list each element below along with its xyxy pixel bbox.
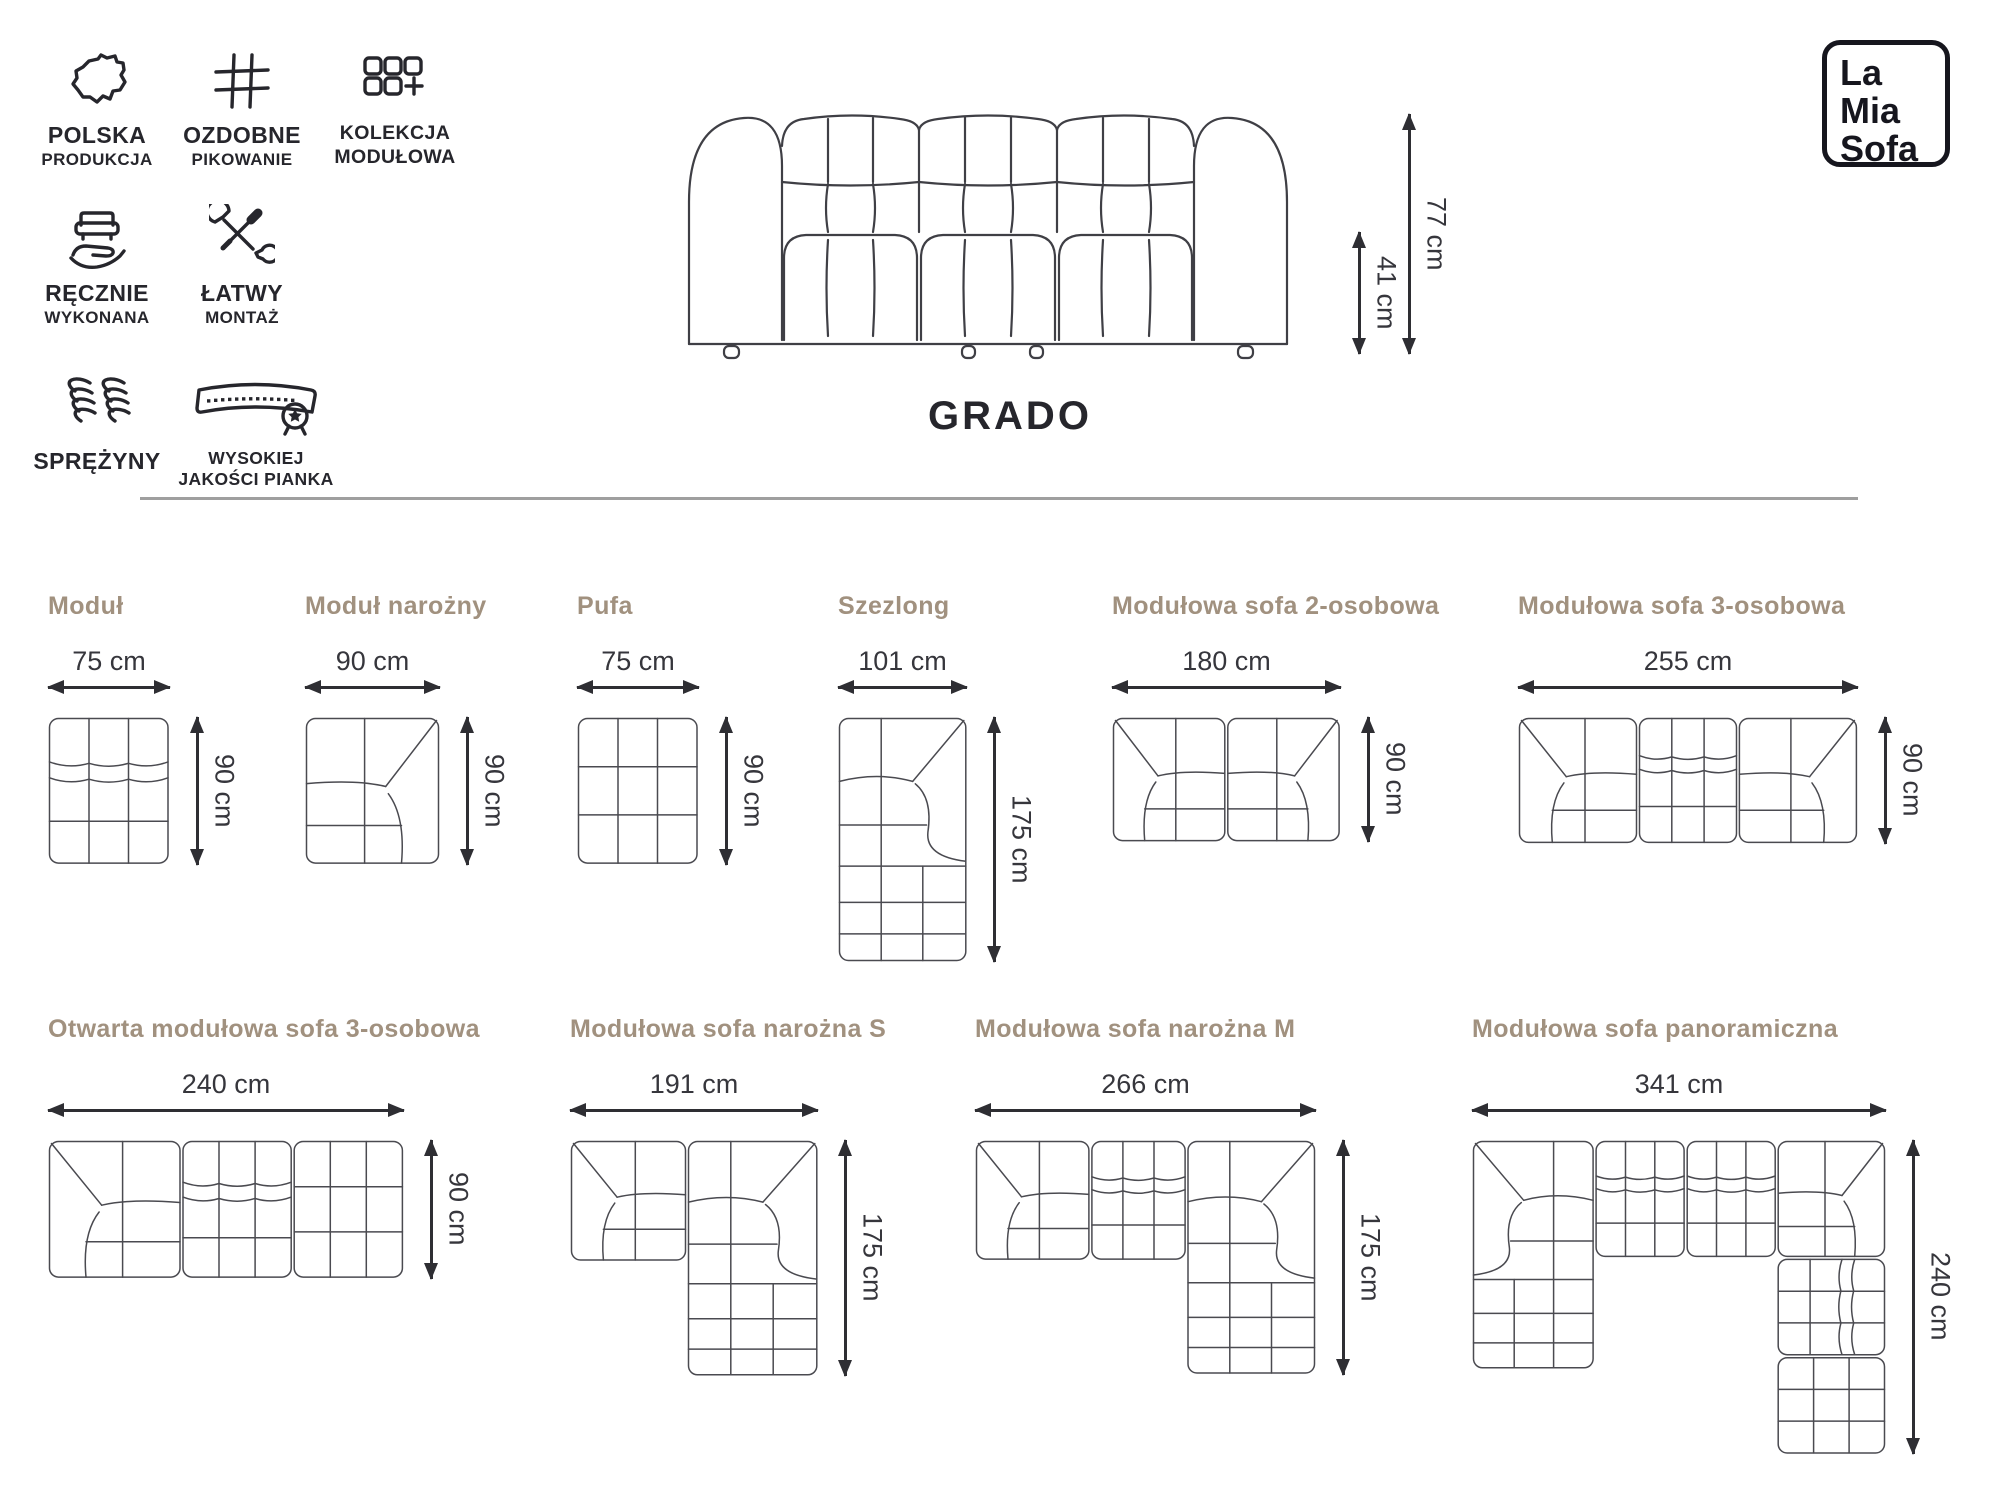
- feature-line2: MODUŁOWA: [334, 146, 456, 168]
- vertical-arrow: [844, 1140, 847, 1376]
- horizontal-arrow: [838, 686, 967, 689]
- width-label: 90 cm: [335, 646, 410, 676]
- la-mia-sofa-logo: [1822, 40, 1950, 167]
- seat-height-label: 41 cm: [1371, 256, 1402, 330]
- vertical-arrow: [1342, 1140, 1345, 1375]
- modular-collection-icon: [320, 40, 470, 122]
- height-label: 90 cm: [1380, 742, 1411, 816]
- feature-ozdobne-pikowanie: [172, 40, 312, 170]
- width-dimension: [577, 646, 699, 689]
- height-dimension: [725, 717, 769, 865]
- horizontal-arrow: [48, 686, 170, 689]
- width-label: 266 cm: [1101, 1069, 1190, 1099]
- figure-title: Szezlong: [838, 592, 950, 620]
- vertical-arrow: [1912, 1140, 1915, 1454]
- height-dimension: [993, 717, 1037, 962]
- height-dimension: [1367, 717, 1411, 842]
- vertical-arrow: [1367, 717, 1370, 842]
- vertical-arrow: [1408, 114, 1411, 354]
- figure-otwarta-sofa-3-osobowa: [48, 1015, 480, 1279]
- height-label: 90 cm: [443, 1172, 474, 1246]
- figure-title: Otwarta modułowa sofa 3-osobowa: [48, 1015, 480, 1043]
- height-dimension: [196, 717, 240, 865]
- easy-assembly-icon: [172, 198, 312, 280]
- feature-line2: MONTAŻ: [205, 308, 279, 328]
- width-dimension: [838, 646, 967, 689]
- height-dimension: [466, 717, 510, 865]
- width-label: 255 cm: [1643, 646, 1733, 676]
- plan-szezlong: [838, 717, 967, 962]
- figure-sofa-panoramiczna: [1472, 1015, 1956, 1454]
- figure-title: Modułowa sofa 2-osobowa: [1112, 592, 1440, 620]
- width-dimension: [1112, 646, 1341, 689]
- horizontal-arrow: [577, 686, 699, 689]
- feature-recznie-wykonana: [28, 198, 166, 328]
- width-label: 75 cm: [72, 646, 146, 676]
- height-dimension: [1884, 717, 1928, 844]
- figure-modul: [48, 592, 240, 865]
- feature-line1: OZDOBNE: [183, 122, 301, 148]
- width-label: 75 cm: [601, 646, 675, 676]
- height-label: 90 cm: [1897, 743, 1928, 817]
- feature-sprezyny: [28, 366, 166, 475]
- horizontal-arrow: [570, 1109, 818, 1112]
- height-label: 175 cm: [1006, 794, 1037, 884]
- width-dimension: [570, 1069, 818, 1112]
- figure-sofa-3-osobowa: [1518, 592, 1928, 844]
- height-dimension: [1912, 1140, 1956, 1454]
- height-label: 240 cm: [1925, 1252, 1956, 1341]
- height-label: 90 cm: [479, 753, 510, 828]
- width-dimension: [1518, 646, 1858, 689]
- vertical-arrow: [430, 1140, 433, 1279]
- figure-title: Modułowa sofa narożna S: [570, 1015, 887, 1043]
- figure-modul-narozny: [305, 592, 510, 865]
- feature-kolekcja-modulowa: [320, 40, 470, 169]
- height-dimension: [1342, 1140, 1386, 1375]
- horizontal-arrow: [48, 1109, 404, 1112]
- width-dimension: [1472, 1069, 1886, 1112]
- total-height-label: 77 cm: [1421, 197, 1452, 271]
- feature-latwy-montaz: [172, 198, 312, 328]
- sofa-front-illustration: [632, 82, 1344, 372]
- figure-title: Moduł narożny: [305, 592, 487, 620]
- total-height-dimension: [1408, 114, 1452, 354]
- plan-sofa-narozna-m: [975, 1140, 1316, 1375]
- height-label: 175 cm: [857, 1213, 888, 1302]
- vertical-arrow: [1884, 717, 1887, 844]
- width-label: 191 cm: [649, 1069, 739, 1099]
- feature-line1: RĘCZNIE: [45, 280, 149, 306]
- quality-foam-icon: [158, 366, 354, 448]
- plan-pufa: [577, 717, 699, 865]
- feature-line1: ŁATWY: [200, 280, 284, 306]
- figure-sofa-2-osobowa: [1112, 592, 1439, 842]
- height-label: 90 cm: [738, 753, 769, 828]
- horizontal-arrow: [305, 686, 440, 689]
- figure-title: Pufa: [577, 592, 633, 620]
- horizontal-arrow: [1472, 1109, 1886, 1112]
- poland-map-icon: [28, 40, 166, 122]
- width-label: 180 cm: [1182, 646, 1271, 676]
- plan-sofa-2-osobowa: [1112, 717, 1341, 842]
- plan-sofa-narozna-s: [570, 1140, 818, 1376]
- figure-szezlong: [838, 592, 1037, 962]
- figure-pufa: [577, 592, 769, 865]
- vertical-arrow: [466, 717, 469, 865]
- logo-line: Mia: [1840, 90, 1901, 131]
- height-dimension: [844, 1140, 888, 1376]
- width-label: 101 cm: [858, 646, 947, 676]
- horizontal-arrow: [1518, 686, 1858, 689]
- plan-modul: [48, 717, 170, 865]
- plan-modul-narozny: [305, 717, 440, 865]
- vertical-arrow: [725, 717, 728, 865]
- horizontal-arrow: [975, 1109, 1316, 1112]
- feature-wysokiej-jakosci-pianka: [158, 366, 354, 491]
- width-dimension: [305, 646, 440, 689]
- height-dimension: [430, 1140, 474, 1279]
- width-dimension: [975, 1069, 1316, 1112]
- width-dimension: [48, 646, 170, 689]
- figure-sofa-narozna-s: [570, 1015, 888, 1376]
- figure-title: Modułowa sofa narożna M: [975, 1015, 1296, 1043]
- height-label: 90 cm: [209, 753, 240, 828]
- horizontal-arrow: [1112, 686, 1341, 689]
- feature-line1: WYSOKIEJ: [208, 448, 304, 468]
- vertical-arrow: [196, 717, 199, 865]
- feature-line2: JAKOŚCI PIANKA: [178, 468, 334, 489]
- feature-line2: WYKONANA: [44, 308, 150, 328]
- plan-otwarta-sofa: [48, 1140, 404, 1279]
- feature-line1: SPRĘŻYNY: [33, 448, 161, 474]
- feature-polska-produkcja: [28, 40, 166, 170]
- seat-height-dimension: [1358, 232, 1402, 354]
- section-divider: [140, 497, 1858, 500]
- figure-title: Moduł: [48, 592, 124, 620]
- feature-line2: PRODUKCJA: [41, 150, 153, 170]
- plan-sofa-3-osobowa: [1518, 717, 1858, 844]
- handmade-icon: [28, 198, 166, 280]
- width-label: 341 cm: [1634, 1069, 1724, 1099]
- feature-line1: POLSKA: [47, 122, 147, 148]
- logo-line: Sofa: [1840, 128, 1919, 169]
- quilting-grid-icon: [172, 40, 312, 122]
- plan-sofa-panoramiczna: [1472, 1140, 1886, 1454]
- vertical-arrow: [993, 717, 996, 962]
- springs-icon: [28, 366, 166, 448]
- feature-line2: PIKOWANIE: [191, 150, 293, 170]
- product-title: GRADO: [928, 394, 1092, 438]
- width-label: 240 cm: [181, 1069, 271, 1099]
- figure-title: Modułowa sofa 3-osobowa: [1518, 592, 1846, 620]
- figure-title: Modułowa sofa panoramiczna: [1472, 1015, 1839, 1043]
- width-dimension: [48, 1069, 404, 1112]
- figure-sofa-narozna-m: [975, 1015, 1386, 1375]
- logo-line: La: [1840, 52, 1883, 93]
- feature-line1: KOLEKCJA: [339, 122, 451, 144]
- vertical-arrow: [1358, 232, 1361, 354]
- height-label: 175 cm: [1355, 1212, 1386, 1302]
